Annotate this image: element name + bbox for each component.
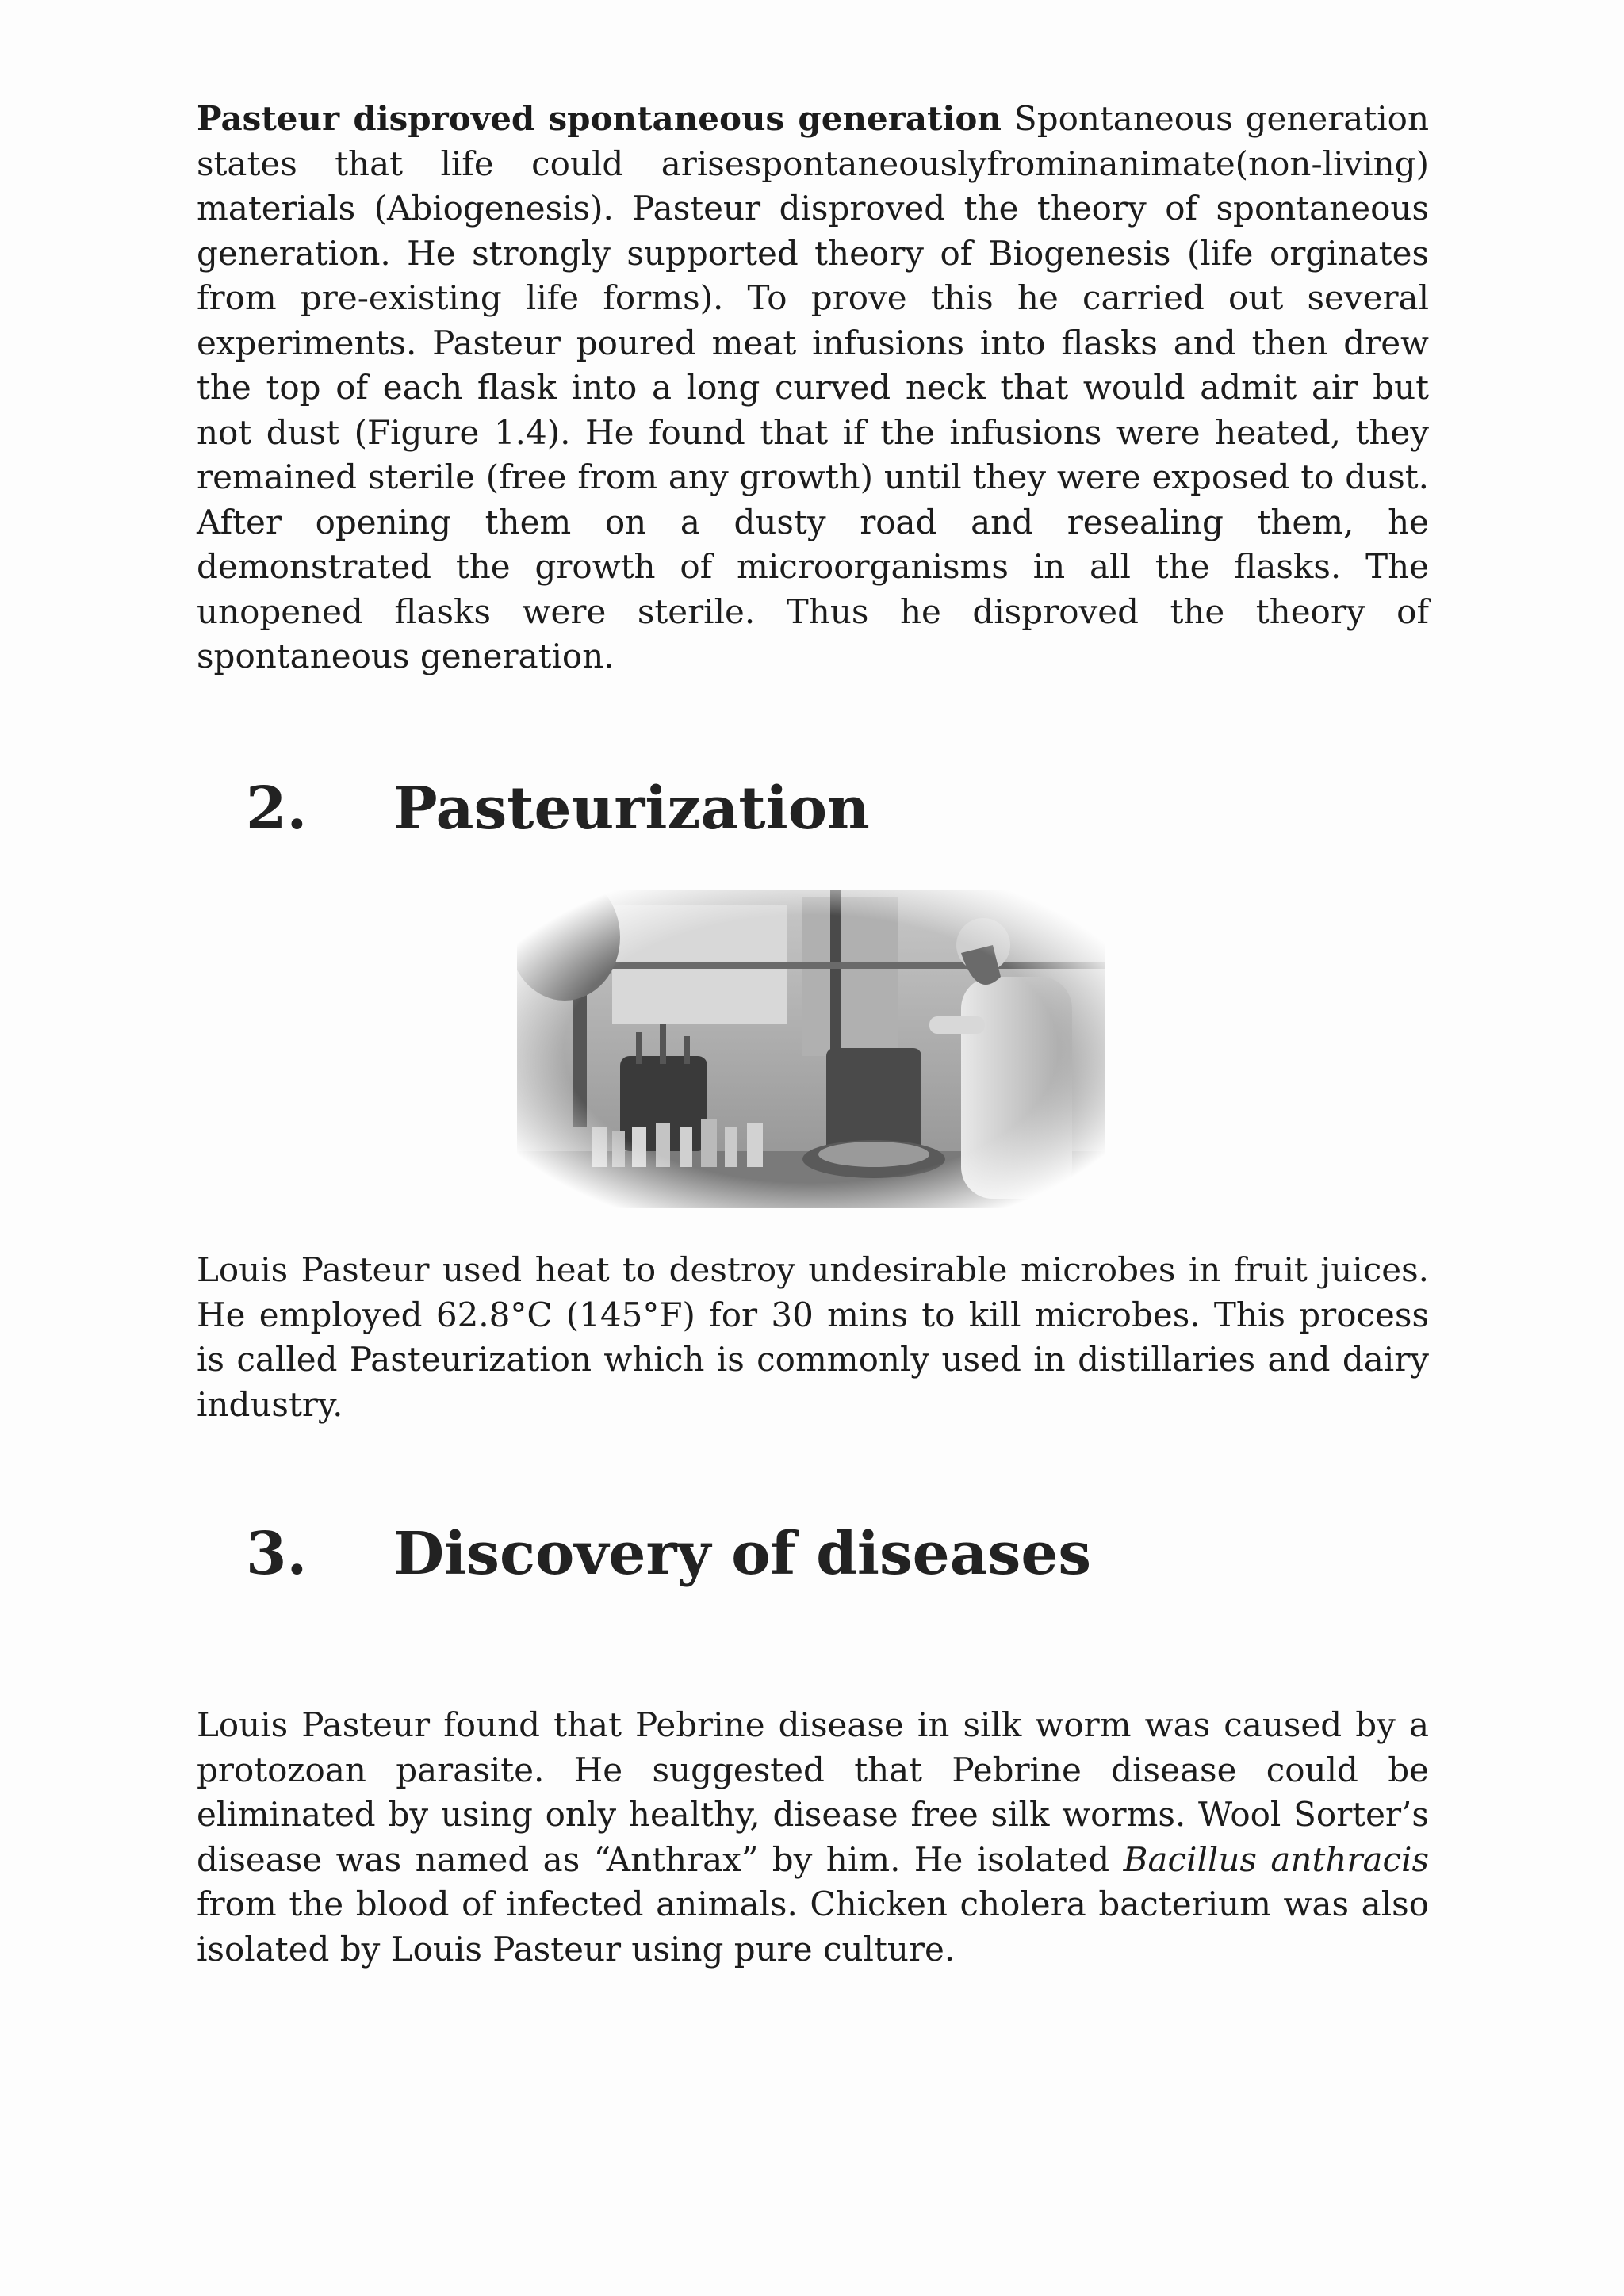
section-number: 2. — [246, 775, 308, 843]
species-name: Bacillus anthracis — [1123, 1839, 1429, 1879]
paragraph-body-part-1: Louis Pasteur found that Pebrine disease in silk worm was caused by a protozoan parasite. He suggested that Pebrine disease could be eliminated by using only healthy, disease free silk worms. Wool Sorter’s disease was named as “Anthrax” by him. He isolated — [197, 1705, 1429, 1879]
paragraph-lead-heading: Pasteur disproved spontaneous generation — [197, 99, 1002, 138]
discovery-of-diseases-paragraph — [197, 1703, 1429, 1972]
spontaneous-generation-paragraph — [197, 97, 1429, 679]
section-heading-discovery-of-diseases — [246, 1518, 1091, 1590]
paragraph-body: Spontaneous generation states that life could arisespontaneouslyfrominanimate(non-living) materials (Abiogenesis). Pasteur disproved the theory of spontaneous generation. He strongly supported theory of Biogenesis (life orginates from pre-existing life forms). To prove this he carried out several experiments. Pasteur poured meat infusions into flasks and then drew the top of each flask into a long curved neck that would admit air but not dust (Figure 1.4). He found that if the infusions were heated, they remained sterile (free from any growth) until they were exposed to dust. After opening them on a dusty road and resealing them, he demonstrated the growth of microorganisms in all the flasks. The unopened flasks were sterile. Thus he disproved the theory of spontaneous generation. — [197, 99, 1429, 675]
section-title: Discovery of diseases — [393, 1520, 1092, 1588]
pasteur-laboratory-photo — [517, 890, 1105, 1208]
pasteurization-paragraph: Louis Pasteur used heat to destroy undesirable microbes in fruit juices. He employed 62.8°C (145°F) for 30 mins to kill microbes. This process is called Pasteurization which is commonly used in distillaries and dairy industry. — [197, 1250, 1429, 1424]
section-heading-pasteurization — [246, 773, 870, 844]
paragraph-body-part-2: from the blood of infected animals. Chicken cholera bacterium was also isolated by Louis Pasteur using pure culture. — [197, 1885, 1429, 1969]
section-title: Pasteurization — [393, 775, 870, 843]
section-number: 3. — [246, 1520, 308, 1588]
